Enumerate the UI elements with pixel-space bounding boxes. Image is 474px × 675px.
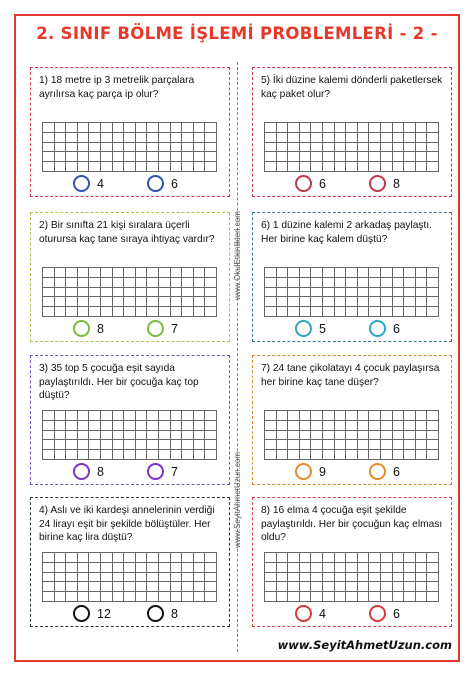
option-label-2: 6 [393,465,400,479]
option-circle-2[interactable] [369,320,386,337]
option-circle-2[interactable] [369,605,386,622]
question-card-3 [30,355,230,485]
option-circle-1[interactable] [295,463,312,480]
option-circle-2[interactable] [147,175,164,192]
question-card-1 [30,67,230,197]
option-label-2: 6 [393,607,400,621]
question-card-8 [252,497,452,627]
option-label-1: 6 [319,177,326,191]
answer-grid[interactable] [264,410,439,460]
option-label-2: 8 [393,177,400,191]
option-circle-1[interactable] [295,605,312,622]
question-text: 8) 16 elma 4 çocuğa eşit şekilde paylaştırıldı. Her bir çocuğun kaç elması oldu? [261,505,443,543]
option-label-1: 4 [97,177,104,191]
question-text: 1) 18 metre ip 3 metrelik parçalara ayrılırsa kaç parça ip olur? [39,75,195,100]
option-circle-2[interactable] [369,463,386,480]
answer-grid[interactable] [42,267,217,317]
question-card-6 [252,212,452,342]
answer-grid[interactable] [264,122,439,172]
page-title: 2. SINIF BÖLME İŞLEMİ PROBLEMLERİ - 2 - [36,24,438,43]
question-text: 5) İki düzine kalemi dönderli paketlersek kaç paket olur? [261,75,443,100]
answer-grid[interactable] [42,552,217,602]
option-label-1: 8 [97,465,104,479]
option-label-1: 4 [319,607,326,621]
answer-grid[interactable] [42,122,217,172]
watermark-top: www.OkulEtkinlikleri.com [233,211,242,300]
option-circle-1[interactable] [73,605,90,622]
option-circle-2[interactable] [147,463,164,480]
question-text: 4) Aslı ve iki kardeşi annelerinin verdiği 24 lirayı eşit bir şekilde bölüştüler. Her birine kaç lira düştü? [39,505,215,543]
option-label-2: 6 [393,322,400,336]
question-text: 3) 35 top 5 çocuğa eşit sayıda paylaştırıldı. Her bir çocuğa kaç top düştü? [39,363,199,401]
option-circle-1[interactable] [295,320,312,337]
option-circle-2[interactable] [147,605,164,622]
question-text: 6) 1 düzine kalemi 2 arkadaş paylaştı. Her birine kaç kalem düştü? [261,220,433,245]
question-card-5 [252,67,452,197]
option-label-2: 7 [171,465,178,479]
option-label-1: 5 [319,322,326,336]
option-circle-1[interactable] [73,463,90,480]
question-text: 7) 24 tane çikolatayı 4 çocuk paylaşırsa her birine kaç tane düşer? [261,363,440,388]
question-card-7 [252,355,452,485]
question-card-4 [30,497,230,627]
option-label-2: 7 [171,322,178,336]
option-circle-2[interactable] [369,175,386,192]
footer-url: www.SeyitAhmetUzun.com [277,638,452,652]
question-card-2 [30,212,230,342]
option-label-1: 12 [97,607,111,621]
option-label-2: 8 [171,607,178,621]
option-circle-2[interactable] [147,320,164,337]
question-text: 2) Bir sınıfta 21 kişi sıralara üçerli oturursa kaç tane sıraya ihtiyaç vardır? [39,220,215,245]
option-circle-1[interactable] [73,320,90,337]
option-label-1: 9 [319,465,326,479]
center-divider [237,62,238,652]
watermark-bottom: www.SeyitAhmetUzun.com [233,451,242,548]
option-circle-1[interactable] [73,175,90,192]
answer-grid[interactable] [264,267,439,317]
answer-grid[interactable] [42,410,217,460]
option-label-2: 6 [171,177,178,191]
answer-grid[interactable] [264,552,439,602]
option-circle-1[interactable] [295,175,312,192]
option-label-1: 8 [97,322,104,336]
